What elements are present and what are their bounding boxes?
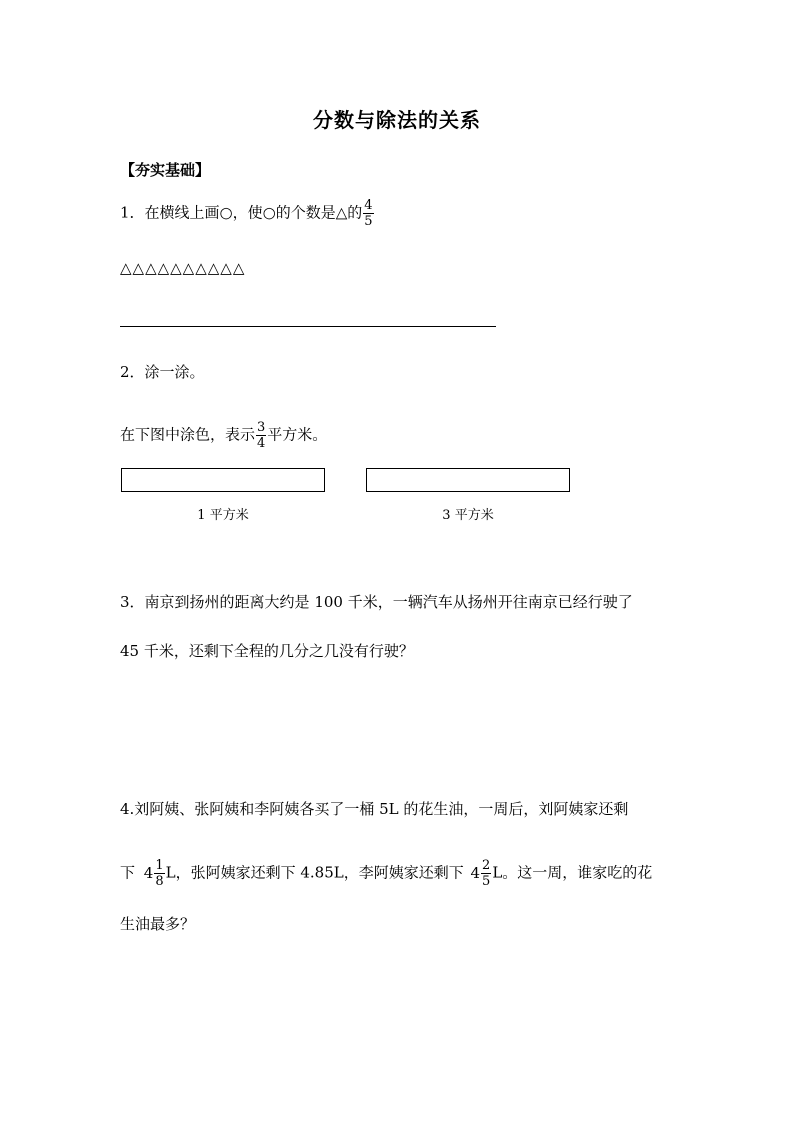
question-3-line-1: 3．南京到扬州的距离大约是 100 千米，一辆汽车从扬州开往南京已经行驶了 xyxy=(120,593,633,611)
answer-line[interactable] xyxy=(120,326,496,327)
question-4-seg-a: 下 xyxy=(120,863,136,882)
question-4-seg-b: L，张阿姨家还剩下 4.85L，李阿姨家还剩下 xyxy=(165,863,464,882)
fraction-numerator: 3 xyxy=(257,420,266,435)
shading-box-1[interactable] xyxy=(121,468,325,492)
question-2-text-before: 在下图中涂色，表示 xyxy=(120,425,256,444)
shading-box-2-label: 3 平方米 xyxy=(442,508,494,523)
question-2-instruction xyxy=(120,420,327,451)
fraction-numerator: 4 xyxy=(364,198,373,213)
question-2-heading: 2．涂一涂。 xyxy=(120,363,205,381)
mixed-number-1-fraction xyxy=(154,858,164,889)
question-4-line-3: 生油最多？ xyxy=(120,915,196,933)
question-4-line-2 xyxy=(120,858,652,889)
question-4-line-1: 4.刘阿姨、张阿姨和李阿姨各买了一桶 5L 的花生油，一周后，刘阿姨家还剩 xyxy=(120,800,629,818)
fraction-numerator: 1 xyxy=(155,858,164,873)
fraction-denominator: 5 xyxy=(364,214,373,229)
page-title: 分数与除法的关系 xyxy=(313,108,481,132)
fraction-denominator: 8 xyxy=(155,874,164,889)
mixed-number-2-whole: 4 xyxy=(470,863,481,882)
fraction-denominator: 4 xyxy=(257,436,266,451)
shading-box-1-label: 1 平方米 xyxy=(197,508,249,523)
question-1 xyxy=(120,198,375,229)
shading-box-2[interactable] xyxy=(366,468,570,492)
question-2-text-after: 平方米。 xyxy=(267,425,328,444)
fraction-denominator: 5 xyxy=(482,874,491,889)
fraction-four-fifths xyxy=(363,198,373,229)
fraction-three-quarters xyxy=(256,420,266,451)
section-heading: 【夯实基础】 xyxy=(120,161,211,179)
mixed-number-1-whole: 4 xyxy=(143,863,154,882)
question-3-line-2: 45 千米，还剩下全程的几分之几没有行驶？ xyxy=(120,642,414,660)
question-1-text: 1．在横线上画○，使○的个数是△的 xyxy=(120,203,363,222)
mixed-number-2-fraction xyxy=(481,858,491,889)
question-4-seg-c: L。这一周，谁家吃的花 xyxy=(492,863,653,882)
fraction-numerator: 2 xyxy=(482,858,491,873)
triangle-row: △△△△△△△△△△ xyxy=(120,259,246,277)
